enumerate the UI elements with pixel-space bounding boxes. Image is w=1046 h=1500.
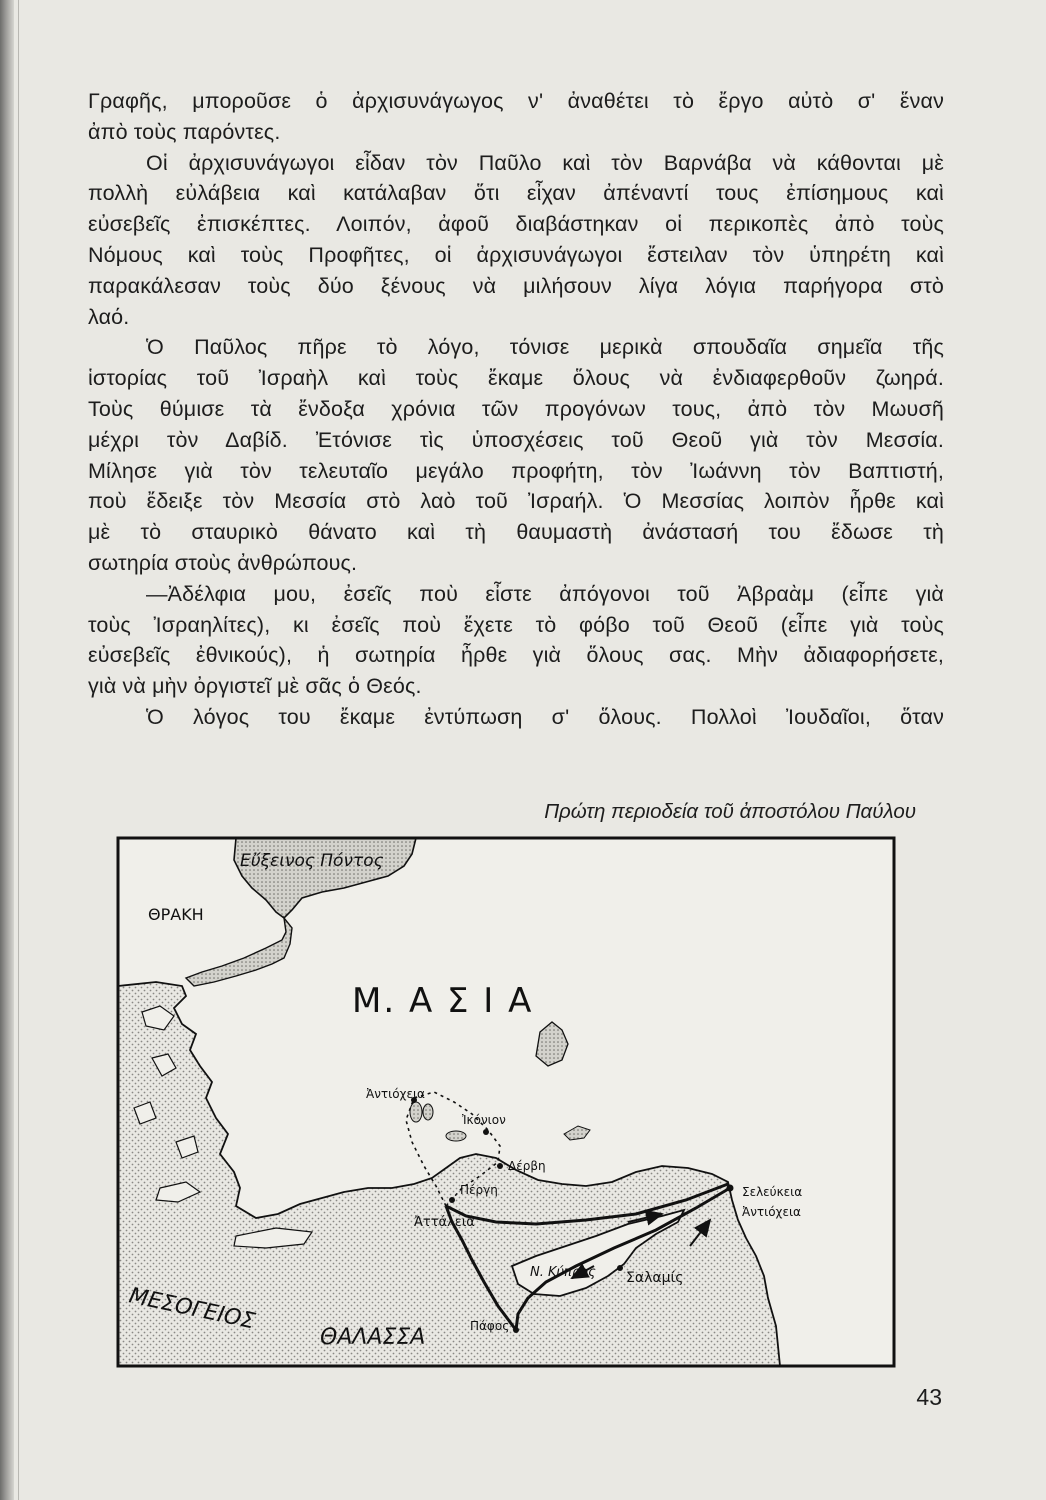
map-caption: Πρώτη περιοδεία τοῦ ἀποστόλου Παύλου [544,800,916,823]
map-label-paphos: Πάφος [470,1319,510,1333]
map-svg [116,836,896,1368]
text-line: —Ἀδέλφια μου, ἐσεῖς ποὺ εἶστε ἀπόγονοι τοῦ Ἀβραὰμ (εἶπε γιὰ [146,581,944,606]
city-dot-derbe [497,1163,503,1169]
text-line: Τοὺς θύμισε τὰ ἔνδοξα χρόνια τῶν προγόνων τους, ἀπὸ τὸν Μωυσῆ [88,396,944,421]
text-line: ἱστορίας τοῦ Ἰσραὴλ καὶ τοὺς ἔκαμε ὅλους νὰ ἐνδιαφερθοῦν ζωηρά. [88,366,944,391]
text-line: Μίλησε γιὰ τὸν τελευταῖο μεγάλο προφήτη, τὸν Ἰωάννη τὸν Βαπτιστή, [88,458,944,483]
city-dot-iconium [483,1129,489,1135]
small-lake [446,1131,466,1141]
text-line: γιὰ νὰ μὴν ὀργιστεῖ μὲ σᾶς ὁ Θεός. [88,674,422,699]
text-line: Οἱ ἀρχισυνάγωγοι εἶδαν τὸν Παῦλο καὶ τὸν Βαρνάβα νὰ κάθονται μὲ [146,150,944,175]
page-number: 43 [916,1384,942,1410]
body-text [88,86,944,733]
map-label-iconium: Ἰκόνιον [462,1113,506,1127]
small-lake [410,1102,422,1122]
map-label-asia-minor: Μ. Α Σ Ι Α [352,981,534,1021]
text-line: πολλὴ εὐλάβεια καὶ κατάλαβαν ὅτι εἶχαν ἀπέναντί τους ἐπίσημους καὶ [88,181,944,206]
text-line: Νόμους καὶ τοὺς Προφῆτες, οἱ ἀρχισυνάγωγοι ἔστειλαν τὸν ὑπηρέτη καὶ [88,242,944,267]
page-edge-line [18,0,19,1500]
text-line: ποὺ ἔδειξε τὸν Μεσσία στὸ λαὸ τοῦ Ἰσραήλ. Ὁ Μεσσίας λοιπὸν ἦρθε καὶ [88,489,944,514]
map-label-antioch-syria: Ἀντιόχεια [742,1205,801,1219]
text-line: τοὺς Ἰσραηλίτες), κι ἐσεῖς ποὺ ἔχετε τὸ φόβο τοῦ Θεοῦ (εἶπε γιὰ τοὺς [88,612,944,637]
text-line: μέχρι τὸν Δαβίδ. Ἐτόνισε τὶς ὑποσχέσεις τοῦ Θεοῦ γιὰ τὸν Μεσσία. [88,427,944,452]
map-label-attalia: Ἀττάλεια [414,1215,475,1230]
text-line: λαό. [88,304,130,329]
map-label-antioch-pisidia: Ἀντιόχεια [366,1087,425,1101]
text-line: ἀπὸ τοὺς παρόντες. [88,119,281,144]
map-label-sea: ΘΑΛΑΣΣΑ [320,1325,426,1350]
text-line: Γραφῆς, μποροῦσε ὁ ἀρχισυνάγωγος ν' ἀναθέτει τὸ ἔργο αὐτὸ σ' ἕναν [88,89,944,113]
city-dot-perge [449,1197,455,1203]
small-lake [423,1104,433,1120]
text-line: εὐσεβεῖς ἐπισκέπτες. Λοιπόν, ἀφοῦ διαβάστηκαν οἱ περικοπὲς ἀπὸ τοὺς [88,212,944,237]
map-label-derbe: Δέρβη [508,1159,546,1173]
text-line: μὲ τὸ σταυρικὸ θάνατο καὶ τὴ θαυμαστὴ ἀνάστασή του ἔδωσε τὴ [88,520,944,545]
text-line: σωτηρία στοὺς ἀνθρώπους. [88,550,358,575]
city-dot-seleucia [727,1185,734,1192]
text-line: Ὁ λόγος του ἔκαμε ἐντύπωση σ' ὅλους. Πολλοὶ Ἰουδαῖοι, ὅταν [146,704,944,729]
map-label-black-sea: Εὔξεινος Πόντος [240,851,384,871]
page-binding-edge [0,0,14,1500]
map-label-thrace: ΘΡΑΚΗ [148,905,204,924]
map-label-mediterranean: ΜΕΣΟΓΕΙΟΣ [126,1283,258,1335]
city-dot-salamis [617,1265,623,1271]
map-label-perge: Πέργη [460,1183,498,1197]
text-line: παρακάλεσαν τοὺς δύο ξένους νὰ μιλήσουν λίγα λόγια παρήγορα στὸ [88,273,944,298]
text-line: Ὁ Παῦλος πῆρε τὸ λόγο, τόνισε μερικὰ σπουδαῖα σημεῖα τῆς [146,335,944,360]
city-dot-paphos [513,1327,519,1333]
map-figure [116,836,896,1368]
map-label-seleucia: Σελεύκεια [742,1185,803,1199]
map-label-salamis: Σαλαμίς [626,1270,684,1286]
map-label-cyprus: Ν. Κύπρος [530,1265,596,1280]
text-line: εὐσεβεῖς ἐθνικούς), ἡ σωτηρία ἦρθε γιὰ ὅλους σας. Μὴν ἀδιαφορήσετε, [88,643,944,668]
